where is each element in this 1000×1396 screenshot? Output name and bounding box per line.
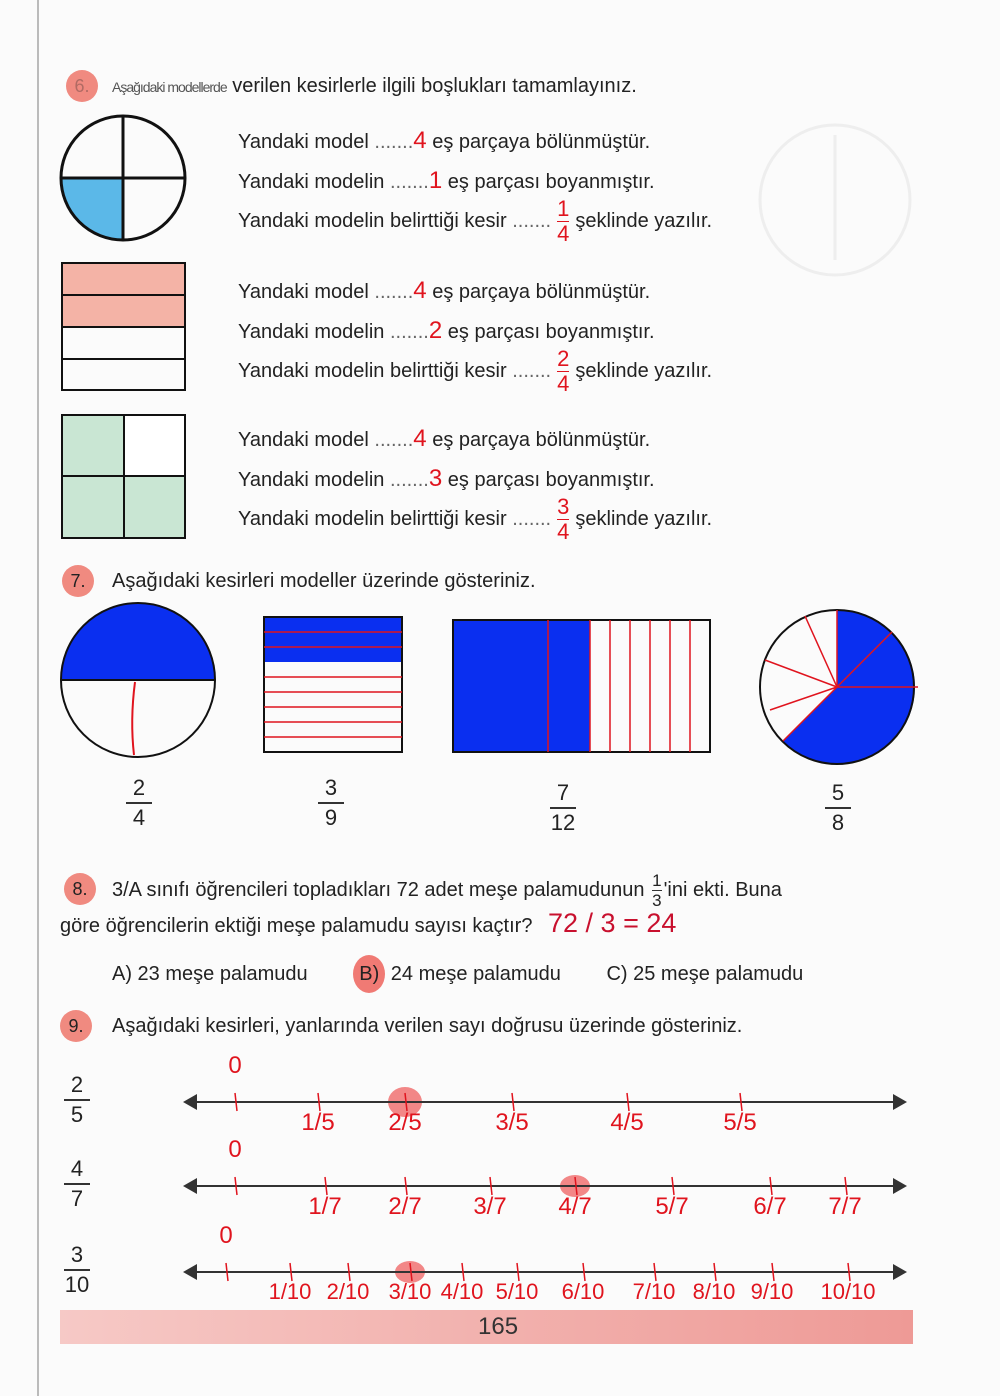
dots-blank: ....... (512, 508, 552, 530)
tick-label: 4/10 (440, 1279, 484, 1304)
numerator: 7 (556, 780, 570, 805)
tick-label: 5/7 (655, 1193, 689, 1220)
target-fraction (64, 1242, 90, 1298)
fraction-label (318, 775, 344, 831)
tick-label: 3/7 (473, 1193, 507, 1220)
question-9-badge (60, 1010, 92, 1042)
tick-label: 4/5 (610, 1109, 644, 1136)
dots-blank: ....... (374, 429, 414, 451)
numerator: 2 (132, 775, 146, 800)
question-7-title: Aşağıdaki kesirleri modeller üzerinde gösteriniz. (112, 570, 536, 592)
answer-parts: 4 (413, 425, 427, 452)
question-8-line1 (112, 870, 782, 910)
line-divided-a: Yandaki model (238, 429, 369, 451)
left-arrow-icon (183, 1094, 197, 1110)
line-shaded-b: eş parçası boyanmıştır. (447, 469, 655, 491)
question-9-title: Aşağıdaki kesirleri, yanlarında verilen sayı doğrusu üzerinde gösteriniz. (112, 1015, 743, 1037)
numerator: 1 (652, 870, 662, 890)
tick-label: 2/7 (388, 1193, 422, 1220)
denominator: 12 (550, 809, 576, 835)
tick-label: 2/5 (388, 1109, 422, 1136)
tick-label: 1/7 (308, 1193, 342, 1220)
line-fraction-b: şeklinde yazılır. (575, 360, 713, 382)
dots-blank: ....... (389, 469, 429, 491)
tick-label: 3/5 (495, 1109, 529, 1136)
denominator: 4 (132, 804, 146, 830)
answer-fraction (557, 195, 570, 247)
left-arrow-icon (183, 1178, 197, 1194)
option-a[interactable]: A) 23 meşe palamudu (112, 963, 308, 985)
fraction-bar (126, 802, 152, 804)
option-c[interactable]: C) 25 meşe palamudu (606, 963, 804, 985)
denominator: 9 (324, 804, 338, 830)
answer-fraction (557, 345, 570, 397)
question-8-text-line1: 3/A sınıfı öğrencileri topladıkları 72 adet meşe palamudunun (112, 879, 645, 901)
fraction-label (550, 780, 576, 836)
target-fraction (64, 1156, 90, 1212)
title-text: verilen kesirlerle ilgili boşlukları tamamlayınız. (232, 75, 637, 97)
line-fraction-b: şeklinde yazılır. (575, 508, 713, 530)
numerator: 3 (70, 1242, 84, 1267)
handwritten-work: 72 / 3 = 24 (548, 908, 677, 938)
dots-blank: ....... (374, 131, 414, 153)
tick-mark (235, 1093, 237, 1111)
tick-label: 8/10 (692, 1279, 736, 1304)
question-number: 7. (70, 571, 86, 591)
answer-denominator: 4 (557, 519, 570, 545)
tick-label: 1/5 (301, 1109, 335, 1136)
line-divided (238, 128, 650, 155)
tick-label: 6/10 (561, 1279, 605, 1304)
answer-parts: 4 (413, 127, 427, 154)
dots-blank: ....... (512, 360, 552, 382)
dots-blank: ....... (512, 210, 552, 232)
tick-label: 3/10 (388, 1279, 432, 1304)
eighths-circle-model (760, 610, 918, 764)
answer-parts: 4 (413, 277, 427, 304)
question-6-title (112, 73, 637, 100)
line-fraction (238, 346, 712, 396)
question-7-badge (62, 565, 94, 597)
line-shaded-a: Yandaki modelin (238, 321, 385, 343)
line-divided-a: Yandaki model (238, 281, 369, 303)
answer-denominator: 4 (557, 371, 570, 397)
denominator: 7 (70, 1185, 84, 1211)
answer-shaded: 2 (428, 317, 443, 344)
question-8-badge (64, 873, 96, 905)
answer-numerator: 1 (557, 195, 570, 221)
line-fraction-a: Yandaki modelin belirttiği kesir (238, 508, 507, 530)
tick-label: 9/10 (750, 1279, 794, 1304)
answer-shaded: 1 (428, 167, 443, 194)
tick-mark (235, 1177, 237, 1195)
tick-label: 5/10 (495, 1279, 539, 1304)
question-8-text-line1-end: 'ini ekti. Buna (663, 879, 782, 901)
line-divided-b: eş parçaya bölünmüştür. (432, 281, 651, 303)
question-6-badge (66, 70, 98, 102)
line-fraction-b: şeklinde yazılır. (575, 210, 713, 232)
q6-models (55, 110, 195, 550)
question-number: 9. (68, 1016, 84, 1036)
line-shaded-a: Yandaki modelin (238, 469, 385, 491)
numerator: 3 (324, 775, 338, 800)
right-arrow-icon (893, 1178, 907, 1194)
denominator: 8 (831, 809, 845, 835)
answer-numerator: 2 (557, 345, 570, 371)
denominator: 3 (652, 891, 662, 911)
numerator: 4 (70, 1156, 84, 1181)
q7-models (0, 600, 1000, 780)
tick-label: 7/10 (632, 1279, 676, 1304)
page-number: 165 (478, 1313, 519, 1340)
option-b-text: 24 meşe palamudu (390, 963, 561, 985)
line-fraction (238, 494, 712, 544)
option-b[interactable]: B) (353, 955, 385, 993)
fraction-bar (825, 807, 851, 809)
tick-label: 1/10 (268, 1279, 312, 1304)
line-shaded (238, 168, 655, 195)
line-divided (238, 426, 650, 453)
circle-model (61, 116, 185, 240)
line-fraction-a: Yandaki modelin belirttiği kesir (238, 360, 507, 382)
tick-label-zero: 0 (228, 1052, 242, 1079)
line-divided-b: eş parçaya bölünmüştür. (432, 131, 651, 153)
line-shaded-b: eş parçası boyanmıştır. (447, 321, 655, 343)
line-shaded (238, 318, 655, 345)
ninths-square-model (264, 617, 402, 752)
left-arrow-icon (183, 1264, 197, 1280)
rectangle-model (62, 263, 185, 390)
line-fraction-a: Yandaki modelin belirttiği kesir (238, 210, 507, 232)
line-shaded-b: eş parçası boyanmıştır. (447, 171, 655, 193)
numerator: 5 (831, 780, 845, 805)
question-8-text-line2: göre öğrencilerin ektiği meşe palamudu sayısı kaçtır? (60, 915, 533, 937)
answer-numerator: 3 (557, 493, 570, 519)
dots-blank: ....... (389, 171, 429, 193)
target-fraction (64, 1072, 90, 1128)
right-arrow-icon (893, 1264, 907, 1280)
dots-blank: ....... (374, 281, 414, 303)
line-divided (238, 278, 650, 305)
numerator: 2 (70, 1072, 84, 1097)
line-shaded (238, 466, 655, 493)
question-8-line2 (60, 910, 676, 939)
one-third-fraction (652, 872, 661, 910)
title-prefix: Aşağıdaki modellerde (112, 79, 227, 95)
right-arrow-icon (893, 1094, 907, 1110)
tick-label: 5/5 (723, 1109, 757, 1136)
fraction-bar (318, 802, 344, 804)
line-fraction (238, 196, 712, 246)
dots-blank: ....... (389, 321, 429, 343)
fraction-label (126, 775, 152, 831)
square-model (62, 415, 185, 538)
half-circle-model (61, 603, 215, 757)
tick-label: 7/7 (828, 1193, 862, 1220)
fraction-bar (550, 807, 576, 809)
tick-label: 2/10 (326, 1279, 370, 1304)
denominator: 5 (70, 1101, 84, 1127)
tick-label-zero: 0 (228, 1136, 242, 1163)
ghost-clock (755, 120, 925, 290)
answer-shaded: 3 (428, 465, 443, 492)
question-number: 6. (74, 76, 90, 96)
line-divided-b: eş parçaya bölünmüştür. (432, 429, 651, 451)
answer-fraction (557, 493, 570, 545)
tick-label: 6/7 (753, 1193, 787, 1220)
tick-label: 4/7 (558, 1193, 592, 1220)
line-divided-a: Yandaki model (238, 131, 369, 153)
answer-denominator: 4 (557, 221, 570, 247)
denominator: 10 (64, 1271, 90, 1297)
line-shaded-a: Yandaki modelin (238, 171, 385, 193)
answer-options (112, 955, 803, 993)
fraction-label (825, 780, 851, 836)
twelfths-rectangle-model (453, 620, 710, 752)
tick-label: 10/10 (820, 1279, 876, 1304)
tick-mark (226, 1263, 228, 1281)
tick-label-zero: 0 (219, 1222, 233, 1249)
question-number: 8. (72, 879, 88, 899)
